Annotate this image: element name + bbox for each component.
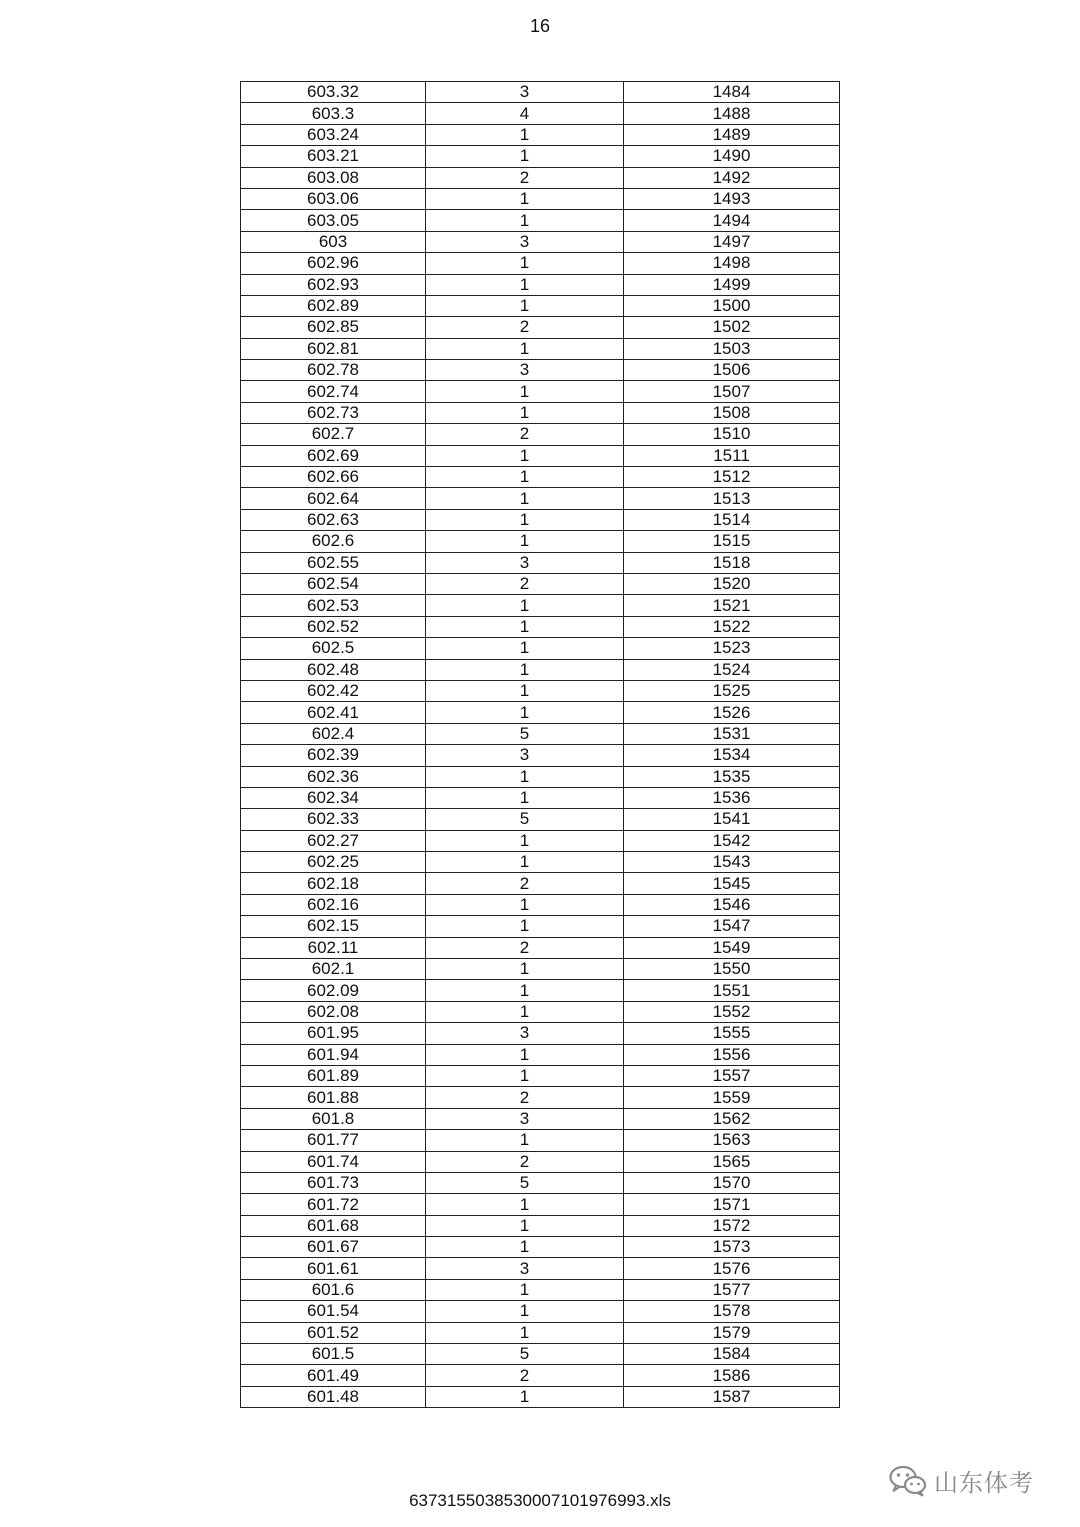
table-row bbox=[241, 381, 840, 402]
table-row bbox=[241, 787, 840, 808]
cumulative-cell: 1563 bbox=[624, 1130, 840, 1151]
cumulative-cell: 1559 bbox=[624, 1087, 840, 1108]
score-cell: 602.39 bbox=[241, 745, 426, 766]
count-cell: 4 bbox=[426, 103, 624, 124]
count-cell: 2 bbox=[426, 167, 624, 188]
table-row bbox=[241, 873, 840, 894]
table-row bbox=[241, 852, 840, 873]
count-cell: 2 bbox=[426, 1365, 624, 1386]
cumulative-cell: 1551 bbox=[624, 980, 840, 1001]
score-cell: 602.66 bbox=[241, 467, 426, 488]
table-row bbox=[241, 1215, 840, 1236]
score-cell: 602.53 bbox=[241, 595, 426, 616]
cumulative-cell: 1543 bbox=[624, 852, 840, 873]
count-cell: 1 bbox=[426, 595, 624, 616]
count-cell: 3 bbox=[426, 231, 624, 252]
table-row bbox=[241, 595, 840, 616]
count-cell: 1 bbox=[426, 1301, 624, 1322]
cumulative-cell: 1565 bbox=[624, 1151, 840, 1172]
count-cell: 1 bbox=[426, 787, 624, 808]
count-cell: 3 bbox=[426, 1023, 624, 1044]
table-row bbox=[241, 1386, 840, 1407]
table-row bbox=[241, 167, 840, 188]
score-cell: 602.08 bbox=[241, 1001, 426, 1022]
count-cell: 3 bbox=[426, 360, 624, 381]
count-cell: 1 bbox=[426, 1237, 624, 1258]
count-cell: 1 bbox=[426, 509, 624, 530]
table-row bbox=[241, 745, 840, 766]
count-cell: 1 bbox=[426, 381, 624, 402]
score-cell: 602.96 bbox=[241, 253, 426, 274]
table-row bbox=[241, 124, 840, 145]
count-cell: 1 bbox=[426, 210, 624, 231]
score-cell: 601.89 bbox=[241, 1065, 426, 1086]
score-cell: 601.5 bbox=[241, 1344, 426, 1365]
count-cell: 1 bbox=[426, 1322, 624, 1343]
score-cell: 603.06 bbox=[241, 188, 426, 209]
score-cell: 602.41 bbox=[241, 702, 426, 723]
table-row bbox=[241, 723, 840, 744]
cumulative-cell: 1514 bbox=[624, 509, 840, 530]
count-cell: 1 bbox=[426, 1194, 624, 1215]
count-cell: 1 bbox=[426, 830, 624, 851]
cumulative-cell: 1508 bbox=[624, 402, 840, 423]
cumulative-cell: 1562 bbox=[624, 1108, 840, 1129]
cumulative-cell: 1511 bbox=[624, 445, 840, 466]
count-cell: 2 bbox=[426, 1087, 624, 1108]
table-row bbox=[241, 1279, 840, 1300]
table-row bbox=[241, 1172, 840, 1193]
cumulative-cell: 1507 bbox=[624, 381, 840, 402]
count-cell: 1 bbox=[426, 659, 624, 680]
cumulative-cell: 1510 bbox=[624, 424, 840, 445]
score-cell: 602.89 bbox=[241, 295, 426, 316]
score-cell: 601.88 bbox=[241, 1087, 426, 1108]
cumulative-cell: 1534 bbox=[624, 745, 840, 766]
score-cell: 602.33 bbox=[241, 809, 426, 830]
cumulative-cell: 1493 bbox=[624, 188, 840, 209]
cumulative-cell: 1536 bbox=[624, 787, 840, 808]
count-cell: 1 bbox=[426, 980, 624, 1001]
table-row bbox=[241, 467, 840, 488]
table-row bbox=[241, 488, 840, 509]
score-cell: 602.73 bbox=[241, 402, 426, 423]
score-cell: 603 bbox=[241, 231, 426, 252]
table-row bbox=[241, 531, 840, 552]
count-cell: 2 bbox=[426, 873, 624, 894]
table-row bbox=[241, 573, 840, 594]
score-cell: 602.78 bbox=[241, 360, 426, 381]
cumulative-cell: 1526 bbox=[624, 702, 840, 723]
cumulative-cell: 1552 bbox=[624, 1001, 840, 1022]
cumulative-cell: 1577 bbox=[624, 1279, 840, 1300]
score-cell: 602.85 bbox=[241, 317, 426, 338]
cumulative-cell: 1572 bbox=[624, 1215, 840, 1236]
cumulative-cell: 1525 bbox=[624, 680, 840, 701]
count-cell: 1 bbox=[426, 295, 624, 316]
cumulative-cell: 1579 bbox=[624, 1322, 840, 1343]
count-cell: 1 bbox=[426, 1130, 624, 1151]
count-cell: 1 bbox=[426, 253, 624, 274]
count-cell: 2 bbox=[426, 317, 624, 338]
table-row bbox=[241, 360, 840, 381]
table-row bbox=[241, 188, 840, 209]
table-row bbox=[241, 638, 840, 659]
cumulative-cell: 1578 bbox=[624, 1301, 840, 1322]
cumulative-cell: 1555 bbox=[624, 1023, 840, 1044]
table-row bbox=[241, 1065, 840, 1086]
table-row bbox=[241, 616, 840, 637]
score-cell: 601.68 bbox=[241, 1215, 426, 1236]
cumulative-cell: 1550 bbox=[624, 959, 840, 980]
table-row bbox=[241, 146, 840, 167]
table-row bbox=[241, 82, 840, 103]
count-cell: 2 bbox=[426, 424, 624, 445]
table-row bbox=[241, 210, 840, 231]
count-cell: 1 bbox=[426, 702, 624, 723]
cumulative-cell: 1522 bbox=[624, 616, 840, 637]
score-cell: 603.08 bbox=[241, 167, 426, 188]
cumulative-cell: 1549 bbox=[624, 937, 840, 958]
score-cell: 602.54 bbox=[241, 573, 426, 594]
table-row bbox=[241, 552, 840, 573]
score-cell: 602.16 bbox=[241, 894, 426, 915]
cumulative-cell: 1587 bbox=[624, 1386, 840, 1407]
score-cell: 601.74 bbox=[241, 1151, 426, 1172]
table-row bbox=[241, 103, 840, 124]
score-cell: 601.52 bbox=[241, 1322, 426, 1343]
score-cell: 602.25 bbox=[241, 852, 426, 873]
count-cell: 1 bbox=[426, 894, 624, 915]
score-cell: 602.7 bbox=[241, 424, 426, 445]
score-cell: 603.21 bbox=[241, 146, 426, 167]
score-cell: 601.61 bbox=[241, 1258, 426, 1279]
table-row bbox=[241, 274, 840, 295]
count-cell: 3 bbox=[426, 82, 624, 103]
table-row bbox=[241, 424, 840, 445]
count-cell: 1 bbox=[426, 1386, 624, 1407]
count-cell: 1 bbox=[426, 638, 624, 659]
table-row bbox=[241, 809, 840, 830]
score-cell: 601.49 bbox=[241, 1365, 426, 1386]
count-cell: 5 bbox=[426, 1172, 624, 1193]
score-cell: 602.42 bbox=[241, 680, 426, 701]
table-row bbox=[241, 1365, 840, 1386]
cumulative-cell: 1498 bbox=[624, 253, 840, 274]
score-cell: 602.93 bbox=[241, 274, 426, 295]
table-row bbox=[241, 231, 840, 252]
count-cell: 1 bbox=[426, 467, 624, 488]
count-cell: 1 bbox=[426, 1044, 624, 1065]
score-cell: 602.64 bbox=[241, 488, 426, 509]
table-row bbox=[241, 1237, 840, 1258]
table-row bbox=[241, 1108, 840, 1129]
score-cell: 602.69 bbox=[241, 445, 426, 466]
cumulative-cell: 1573 bbox=[624, 1237, 840, 1258]
score-cell: 602.11 bbox=[241, 937, 426, 958]
cumulative-cell: 1518 bbox=[624, 552, 840, 573]
count-cell: 1 bbox=[426, 146, 624, 167]
table-row bbox=[241, 1344, 840, 1365]
table-row bbox=[241, 1151, 840, 1172]
cumulative-cell: 1557 bbox=[624, 1065, 840, 1086]
count-cell: 1 bbox=[426, 766, 624, 787]
score-cell: 602.34 bbox=[241, 787, 426, 808]
count-cell: 2 bbox=[426, 573, 624, 594]
count-cell: 1 bbox=[426, 1001, 624, 1022]
table-row bbox=[241, 1322, 840, 1343]
count-cell: 3 bbox=[426, 552, 624, 573]
count-cell: 1 bbox=[426, 338, 624, 359]
score-cell: 602.09 bbox=[241, 980, 426, 1001]
count-cell: 5 bbox=[426, 809, 624, 830]
table-row bbox=[241, 1087, 840, 1108]
score-cell: 602.36 bbox=[241, 766, 426, 787]
cumulative-cell: 1500 bbox=[624, 295, 840, 316]
table-row bbox=[241, 1001, 840, 1022]
table-row bbox=[241, 253, 840, 274]
count-cell: 1 bbox=[426, 188, 624, 209]
cumulative-cell: 1542 bbox=[624, 830, 840, 851]
score-cell: 602.4 bbox=[241, 723, 426, 744]
footer-filename: 6373155038530007101976993.xls bbox=[409, 1491, 671, 1510]
count-cell: 1 bbox=[426, 616, 624, 637]
score-cell: 602.74 bbox=[241, 381, 426, 402]
score-cell: 603.32 bbox=[241, 82, 426, 103]
count-cell: 1 bbox=[426, 1065, 624, 1086]
watermark-text: 山东体考 bbox=[934, 1469, 1034, 1497]
count-cell: 1 bbox=[426, 124, 624, 145]
table-row bbox=[241, 445, 840, 466]
table-row bbox=[241, 680, 840, 701]
score-cell: 601.73 bbox=[241, 1172, 426, 1193]
score-cell: 601.48 bbox=[241, 1386, 426, 1407]
score-cell: 601.77 bbox=[241, 1130, 426, 1151]
score-cell: 602.18 bbox=[241, 873, 426, 894]
count-cell: 1 bbox=[426, 531, 624, 552]
score-cell: 601.67 bbox=[241, 1237, 426, 1258]
table-row bbox=[241, 702, 840, 723]
cumulative-cell: 1521 bbox=[624, 595, 840, 616]
table-row bbox=[241, 1130, 840, 1151]
score-cell: 601.6 bbox=[241, 1279, 426, 1300]
table-row bbox=[241, 894, 840, 915]
table-row bbox=[241, 295, 840, 316]
count-cell: 3 bbox=[426, 1108, 624, 1129]
count-cell: 3 bbox=[426, 1258, 624, 1279]
table-row bbox=[241, 1023, 840, 1044]
score-cell: 602.15 bbox=[241, 916, 426, 937]
score-cell: 601.54 bbox=[241, 1301, 426, 1322]
score-cell: 601.95 bbox=[241, 1023, 426, 1044]
cumulative-cell: 1546 bbox=[624, 894, 840, 915]
table-row bbox=[241, 402, 840, 423]
cumulative-cell: 1497 bbox=[624, 231, 840, 252]
score-cell: 602.63 bbox=[241, 509, 426, 530]
table-row bbox=[241, 980, 840, 1001]
count-cell: 1 bbox=[426, 916, 624, 937]
count-cell: 1 bbox=[426, 1215, 624, 1236]
count-cell: 1 bbox=[426, 445, 624, 466]
cumulative-cell: 1513 bbox=[624, 488, 840, 509]
score-cell: 601.8 bbox=[241, 1108, 426, 1129]
count-cell: 3 bbox=[426, 745, 624, 766]
cumulative-cell: 1506 bbox=[624, 360, 840, 381]
cumulative-cell: 1502 bbox=[624, 317, 840, 338]
table-row bbox=[241, 1194, 840, 1215]
cumulative-cell: 1571 bbox=[624, 1194, 840, 1215]
score-cell: 601.94 bbox=[241, 1044, 426, 1065]
score-cell: 602.1 bbox=[241, 959, 426, 980]
table-row bbox=[241, 1044, 840, 1065]
table-row bbox=[241, 659, 840, 680]
table-row bbox=[241, 916, 840, 937]
count-cell: 1 bbox=[426, 959, 624, 980]
table-row bbox=[241, 830, 840, 851]
cumulative-cell: 1584 bbox=[624, 1344, 840, 1365]
cumulative-cell: 1556 bbox=[624, 1044, 840, 1065]
count-cell: 5 bbox=[426, 723, 624, 744]
count-cell: 1 bbox=[426, 402, 624, 423]
count-cell: 1 bbox=[426, 680, 624, 701]
table-row bbox=[241, 959, 840, 980]
count-cell: 5 bbox=[426, 1344, 624, 1365]
score-cell: 602.27 bbox=[241, 830, 426, 851]
table-row bbox=[241, 1258, 840, 1279]
cumulative-cell: 1484 bbox=[624, 82, 840, 103]
count-cell: 1 bbox=[426, 1279, 624, 1300]
score-table bbox=[240, 81, 840, 1408]
table-row bbox=[241, 937, 840, 958]
score-cell: 602.81 bbox=[241, 338, 426, 359]
table-body bbox=[241, 82, 840, 1408]
score-cell: 602.52 bbox=[241, 616, 426, 637]
cumulative-cell: 1524 bbox=[624, 659, 840, 680]
table-row bbox=[241, 509, 840, 530]
score-cell: 603.24 bbox=[241, 124, 426, 145]
score-cell: 602.48 bbox=[241, 659, 426, 680]
cumulative-cell: 1535 bbox=[624, 766, 840, 787]
cumulative-cell: 1503 bbox=[624, 338, 840, 359]
score-cell: 603.3 bbox=[241, 103, 426, 124]
cumulative-cell: 1547 bbox=[624, 916, 840, 937]
count-cell: 2 bbox=[426, 937, 624, 958]
table-row bbox=[241, 317, 840, 338]
score-cell: 602.5 bbox=[241, 638, 426, 659]
page-number: 16 bbox=[529, 16, 551, 36]
cumulative-cell: 1541 bbox=[624, 809, 840, 830]
count-cell: 1 bbox=[426, 488, 624, 509]
cumulative-cell: 1531 bbox=[624, 723, 840, 744]
score-cell: 601.72 bbox=[241, 1194, 426, 1215]
score-cell: 602.6 bbox=[241, 531, 426, 552]
cumulative-cell: 1520 bbox=[624, 573, 840, 594]
cumulative-cell: 1576 bbox=[624, 1258, 840, 1279]
table-row bbox=[241, 338, 840, 359]
cumulative-cell: 1499 bbox=[624, 274, 840, 295]
score-cell: 603.05 bbox=[241, 210, 426, 231]
table-row bbox=[241, 766, 840, 787]
table-row bbox=[241, 1301, 840, 1322]
cumulative-cell: 1512 bbox=[624, 467, 840, 488]
cumulative-cell: 1570 bbox=[624, 1172, 840, 1193]
cumulative-cell: 1494 bbox=[624, 210, 840, 231]
cumulative-cell: 1515 bbox=[624, 531, 840, 552]
count-cell: 2 bbox=[426, 1151, 624, 1172]
cumulative-cell: 1490 bbox=[624, 146, 840, 167]
cumulative-cell: 1545 bbox=[624, 873, 840, 894]
cumulative-cell: 1523 bbox=[624, 638, 840, 659]
cumulative-cell: 1586 bbox=[624, 1365, 840, 1386]
count-cell: 1 bbox=[426, 274, 624, 295]
cumulative-cell: 1488 bbox=[624, 103, 840, 124]
cumulative-cell: 1489 bbox=[624, 124, 840, 145]
score-cell: 602.55 bbox=[241, 552, 426, 573]
cumulative-cell: 1492 bbox=[624, 167, 840, 188]
count-cell: 1 bbox=[426, 852, 624, 873]
